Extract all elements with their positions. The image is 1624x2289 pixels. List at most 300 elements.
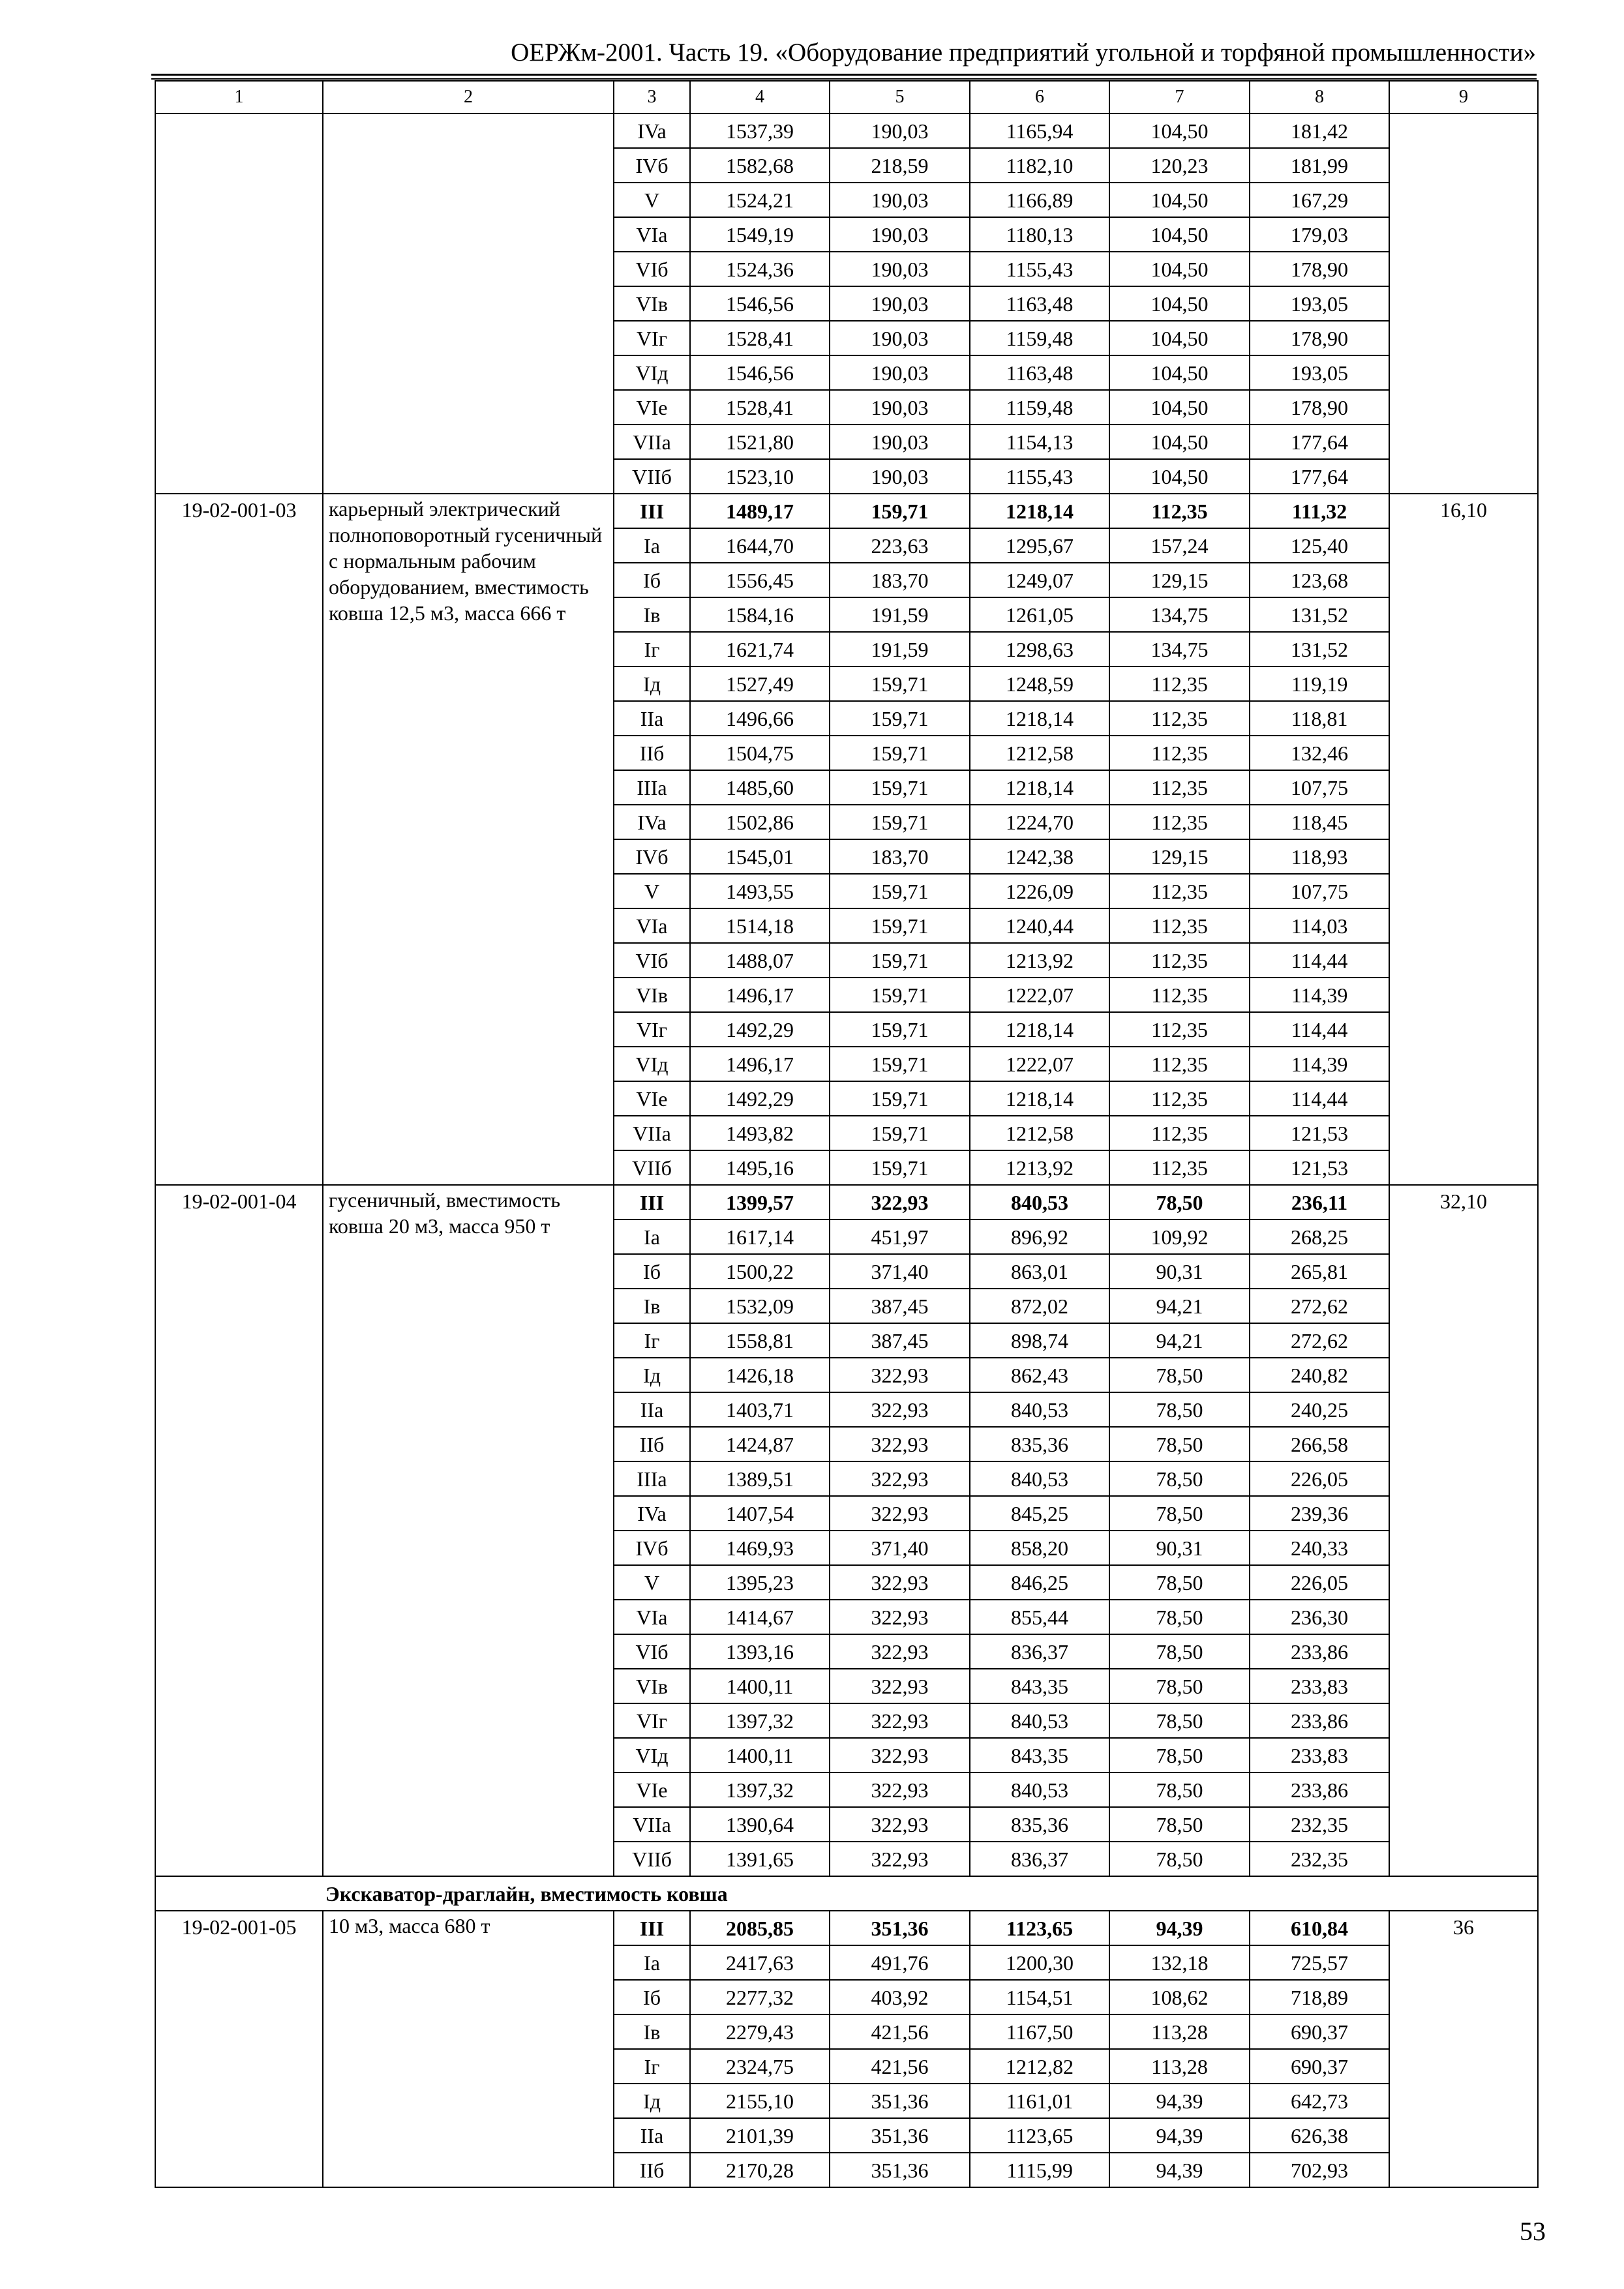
table-cell: VIв xyxy=(614,978,690,1012)
table-cell: 123,68 xyxy=(1250,563,1389,597)
header-row xyxy=(155,81,1538,113)
table-cell: 1154,13 xyxy=(970,425,1109,459)
table-cell: 387,45 xyxy=(830,1289,970,1323)
table-cell: 1489,17 xyxy=(690,494,830,528)
table-cell: 193,05 xyxy=(1250,286,1389,321)
table-cell: 114,44 xyxy=(1250,943,1389,978)
table-cell: 159,71 xyxy=(830,1150,970,1185)
section-row xyxy=(155,1876,1538,1911)
table-cell: 90,31 xyxy=(1109,1254,1250,1289)
table-cell: 233,86 xyxy=(1250,1773,1389,1807)
table-cell: 94,39 xyxy=(1109,1911,1250,1945)
table-cell: 835,36 xyxy=(970,1807,1109,1842)
table-cell: 1532,09 xyxy=(690,1289,830,1323)
table-cell: 190,03 xyxy=(830,321,970,355)
table-cell: 178,90 xyxy=(1250,321,1389,355)
table-cell: 78,50 xyxy=(1109,1738,1250,1773)
table-cell: 1395,23 xyxy=(690,1565,830,1600)
table-cell: 94,21 xyxy=(1109,1323,1250,1358)
table-cell: 322,93 xyxy=(830,1427,970,1461)
table-cell: 159,71 xyxy=(830,494,970,528)
table-cell: 690,37 xyxy=(1250,2014,1389,2049)
table-cell: 1493,55 xyxy=(690,874,830,908)
table-cell: 1582,68 xyxy=(690,148,830,183)
table-cell: 421,56 xyxy=(830,2014,970,2049)
column-header: 4 xyxy=(690,81,830,113)
table-cell: 94,39 xyxy=(1109,2153,1250,2187)
table-cell: 690,37 xyxy=(1250,2049,1389,2084)
table-cell: 191,59 xyxy=(830,597,970,632)
table-cell: VIIб xyxy=(614,459,690,494)
table-cell: 322,93 xyxy=(830,1807,970,1842)
table-cell: 1414,67 xyxy=(690,1600,830,1634)
table-row xyxy=(155,1185,1538,1219)
table-cell: 177,64 xyxy=(1250,425,1389,459)
page-number: 53 xyxy=(1520,2217,1546,2246)
table-cell: 1584,16 xyxy=(690,597,830,632)
table-cell: 112,35 xyxy=(1109,805,1250,839)
table-cell: 322,93 xyxy=(830,1669,970,1703)
table-cell: 114,03 xyxy=(1250,908,1389,943)
item-code: 19-02-001-03 xyxy=(155,494,323,1185)
table-cell: 1397,32 xyxy=(690,1703,830,1738)
table-cell: 112,35 xyxy=(1109,701,1250,736)
table-cell: 111,32 xyxy=(1250,494,1389,528)
table-cell: 1426,18 xyxy=(690,1358,830,1392)
table-cell: 1644,70 xyxy=(690,528,830,563)
table-cell: 104,50 xyxy=(1109,217,1250,252)
table-cell: 840,53 xyxy=(970,1461,1109,1496)
table-cell: 112,35 xyxy=(1109,874,1250,908)
table-cell: 131,52 xyxy=(1250,632,1389,666)
table-cell: 2417,63 xyxy=(690,1945,830,1980)
table-cell: 1159,48 xyxy=(970,321,1109,355)
table-cell: 159,71 xyxy=(830,978,970,1012)
table-cell: Iв xyxy=(614,1289,690,1323)
table-cell: VIв xyxy=(614,286,690,321)
table-cell: 1390,64 xyxy=(690,1807,830,1842)
table-cell: 112,35 xyxy=(1109,1116,1250,1150)
table-cell: VIг xyxy=(614,1703,690,1738)
table-cell: 403,92 xyxy=(830,1980,970,2014)
table-cell: 1222,07 xyxy=(970,978,1109,1012)
table-cell: 1212,82 xyxy=(970,2049,1109,2084)
table-cell: 190,03 xyxy=(830,459,970,494)
column-header: 8 xyxy=(1250,81,1389,113)
table-cell: 233,83 xyxy=(1250,1669,1389,1703)
table-cell: 1502,86 xyxy=(690,805,830,839)
table-cell: 78,50 xyxy=(1109,1185,1250,1219)
table-cell: 322,93 xyxy=(830,1703,970,1738)
table-cell: 840,53 xyxy=(970,1773,1109,1807)
table-cell: IVa xyxy=(614,805,690,839)
table-cell: 2085,85 xyxy=(690,1911,830,1945)
item-code xyxy=(155,113,323,494)
table-cell: 896,92 xyxy=(970,1219,1109,1254)
table-cell: 1496,17 xyxy=(690,978,830,1012)
column-header: 6 xyxy=(970,81,1109,113)
column-header: 9 xyxy=(1389,81,1538,113)
table-cell: 114,39 xyxy=(1250,1047,1389,1081)
item-code: 19-02-001-05 xyxy=(155,1911,323,2187)
item-description: 10 м3, масса 680 т xyxy=(323,1911,614,2187)
table-cell: 119,19 xyxy=(1250,666,1389,701)
table-cell: 1492,29 xyxy=(690,1012,830,1047)
table-cell: 1400,11 xyxy=(690,1669,830,1703)
table-cell: IIб xyxy=(614,2153,690,2187)
table-row xyxy=(155,494,1538,528)
table-cell: 836,37 xyxy=(970,1634,1109,1669)
table-cell: 272,62 xyxy=(1250,1323,1389,1358)
table-cell: 845,25 xyxy=(970,1496,1109,1531)
table-cell: 190,03 xyxy=(830,252,970,286)
table-cell: 872,02 xyxy=(970,1289,1109,1323)
table-cell: 78,50 xyxy=(1109,1703,1250,1738)
table-cell: 112,35 xyxy=(1109,978,1250,1012)
table-cell: VIв xyxy=(614,1669,690,1703)
table-cell: Iв xyxy=(614,597,690,632)
table-cell: 1167,50 xyxy=(970,2014,1109,2049)
table-cell: 104,50 xyxy=(1109,425,1250,459)
table-cell: 1298,63 xyxy=(970,632,1109,666)
table-cell: 1393,16 xyxy=(690,1634,830,1669)
table-cell: Iд xyxy=(614,1358,690,1392)
table-cell: 1159,48 xyxy=(970,390,1109,425)
table-cell: 104,50 xyxy=(1109,183,1250,217)
table-cell: 1521,80 xyxy=(690,425,830,459)
table-cell: VIд xyxy=(614,1047,690,1081)
table-cell: 114,44 xyxy=(1250,1012,1389,1047)
header-rule xyxy=(151,74,1537,76)
column-header: 7 xyxy=(1109,81,1250,113)
table-cell: 178,90 xyxy=(1250,390,1389,425)
table-cell: 112,35 xyxy=(1109,770,1250,805)
table-cell: 78,50 xyxy=(1109,1600,1250,1634)
table-cell: V xyxy=(614,1565,690,1600)
table-cell: 114,44 xyxy=(1250,1081,1389,1116)
table-cell: VIe xyxy=(614,1081,690,1116)
table-cell: 626,38 xyxy=(1250,2118,1389,2153)
table-cell: 236,30 xyxy=(1250,1600,1389,1634)
table-cell: 178,90 xyxy=(1250,252,1389,286)
table-cell: 1528,41 xyxy=(690,390,830,425)
table-cell: 78,50 xyxy=(1109,1496,1250,1531)
table-cell: 351,36 xyxy=(830,1911,970,1945)
table-cell: 1218,14 xyxy=(970,701,1109,736)
column-header: 2 xyxy=(323,81,614,113)
table-cell: 268,25 xyxy=(1250,1219,1389,1254)
table-cell: 1240,44 xyxy=(970,908,1109,943)
header-rule-thin xyxy=(151,78,1537,80)
table-cell: 118,81 xyxy=(1250,701,1389,736)
table-cell: 104,50 xyxy=(1109,355,1250,390)
table-cell: 107,75 xyxy=(1250,874,1389,908)
table-cell: IVб xyxy=(614,148,690,183)
table-cell: 226,05 xyxy=(1250,1461,1389,1496)
table-cell: 1527,49 xyxy=(690,666,830,701)
table-cell: 78,50 xyxy=(1109,1427,1250,1461)
table-cell: 1407,54 xyxy=(690,1496,830,1531)
table-cell: Ia xyxy=(614,1219,690,1254)
section-title: Экскаватор-драглайн, вместимость ковша xyxy=(155,1876,1538,1911)
table-cell: 371,40 xyxy=(830,1531,970,1565)
table-cell: 1495,16 xyxy=(690,1150,830,1185)
table-cell: 132,18 xyxy=(1109,1945,1250,1980)
table-cell: VIд xyxy=(614,1738,690,1773)
table-cell: 112,35 xyxy=(1109,494,1250,528)
table-cell: 1161,01 xyxy=(970,2084,1109,2118)
table-cell: 233,83 xyxy=(1250,1738,1389,1773)
table-cell: V xyxy=(614,183,690,217)
table-cell: IVa xyxy=(614,1496,690,1531)
table-cell: VIa xyxy=(614,217,690,252)
item-description: карьерный электрический полноповоротный гусеничный с нормальным рабочим оборудованием, вместимость ковша 12,5 м3, масса 666 т xyxy=(323,494,614,1185)
table-cell: 1218,14 xyxy=(970,1081,1109,1116)
table-cell: 131,52 xyxy=(1250,597,1389,632)
table-cell: 179,03 xyxy=(1250,217,1389,252)
table-cell: III xyxy=(614,494,690,528)
table-cell: 104,50 xyxy=(1109,113,1250,148)
table-cell: 1400,11 xyxy=(690,1738,830,1773)
table-cell: 322,93 xyxy=(830,1773,970,1807)
table-cell: 1621,74 xyxy=(690,632,830,666)
table-cell: 159,71 xyxy=(830,805,970,839)
table-cell: 159,71 xyxy=(830,770,970,805)
table-cell: 159,71 xyxy=(830,1081,970,1116)
table-cell: 223,63 xyxy=(830,528,970,563)
table-cell: 702,93 xyxy=(1250,2153,1389,2187)
table-cell: 181,99 xyxy=(1250,148,1389,183)
table-cell: 840,53 xyxy=(970,1185,1109,1219)
table-cell: 1492,29 xyxy=(690,1081,830,1116)
table-cell: 78,50 xyxy=(1109,1392,1250,1427)
table-cell: 322,93 xyxy=(830,1496,970,1531)
table-cell: 265,81 xyxy=(1250,1254,1389,1289)
table-cell: 1500,22 xyxy=(690,1254,830,1289)
table-cell: 1261,05 xyxy=(970,597,1109,632)
table-cell: 129,15 xyxy=(1109,563,1250,597)
table-cell: 1488,07 xyxy=(690,943,830,978)
table-cell: 322,93 xyxy=(830,1185,970,1219)
table-cell: Iд xyxy=(614,666,690,701)
table-cell: 1155,43 xyxy=(970,459,1109,494)
table-cell: 1212,58 xyxy=(970,1116,1109,1150)
table-cell: Iб xyxy=(614,1254,690,1289)
table-cell: VIa xyxy=(614,1600,690,1634)
table-cell: 1558,81 xyxy=(690,1323,830,1358)
table-cell: 121,53 xyxy=(1250,1150,1389,1185)
table-cell: 239,36 xyxy=(1250,1496,1389,1531)
table-cell: 1200,30 xyxy=(970,1945,1109,1980)
table-cell: 1213,92 xyxy=(970,943,1109,978)
table-cell: 1524,36 xyxy=(690,252,830,286)
table-cell: 1218,14 xyxy=(970,770,1109,805)
table-cell: 1514,18 xyxy=(690,908,830,943)
table-cell: 78,50 xyxy=(1109,1358,1250,1392)
table-cell: 134,75 xyxy=(1109,597,1250,632)
table-cell: 159,71 xyxy=(830,701,970,736)
table-cell: 193,05 xyxy=(1250,355,1389,390)
item-col9: 16,10 xyxy=(1389,494,1538,1185)
table-cell: 226,05 xyxy=(1250,1565,1389,1600)
table-cell: 491,76 xyxy=(830,1945,970,1980)
table-cell: VIг xyxy=(614,1012,690,1047)
table-cell: Ia xyxy=(614,1945,690,1980)
table-cell: 190,03 xyxy=(830,425,970,459)
table-cell: 1180,13 xyxy=(970,217,1109,252)
table-cell: 322,93 xyxy=(830,1634,970,1669)
table-cell: 114,39 xyxy=(1250,978,1389,1012)
table-cell: 2101,39 xyxy=(690,2118,830,2153)
table-cell: 94,21 xyxy=(1109,1289,1250,1323)
table-cell: VIд xyxy=(614,355,690,390)
table-cell: IIб xyxy=(614,1427,690,1461)
table-cell: 1222,07 xyxy=(970,1047,1109,1081)
table-cell: 1546,56 xyxy=(690,355,830,390)
table-cell: 846,25 xyxy=(970,1565,1109,1600)
table-cell: 322,93 xyxy=(830,1600,970,1634)
table-cell: 1504,75 xyxy=(690,736,830,770)
table-cell: 1154,51 xyxy=(970,1980,1109,2014)
table-cell: 113,28 xyxy=(1109,2014,1250,2049)
table-cell: 2277,32 xyxy=(690,1980,830,2014)
table-cell: 835,36 xyxy=(970,1427,1109,1461)
table-cell: 190,03 xyxy=(830,217,970,252)
table-cell: 159,71 xyxy=(830,736,970,770)
table-cell: III xyxy=(614,1185,690,1219)
table-cell: 78,50 xyxy=(1109,1773,1250,1807)
table-cell: 1403,71 xyxy=(690,1392,830,1427)
table-cell: 2170,28 xyxy=(690,2153,830,2187)
table-cell: 190,03 xyxy=(830,183,970,217)
table-cell: 351,36 xyxy=(830,2118,970,2153)
table-cell: 118,45 xyxy=(1250,805,1389,839)
table-cell: 113,28 xyxy=(1109,2049,1250,2084)
table-cell: 898,74 xyxy=(970,1323,1109,1358)
table-cell: 112,35 xyxy=(1109,908,1250,943)
table-cell: 1155,43 xyxy=(970,252,1109,286)
table-cell: 1524,21 xyxy=(690,183,830,217)
item-description xyxy=(323,113,614,494)
table-cell: 451,97 xyxy=(830,1219,970,1254)
table-cell: Iг xyxy=(614,632,690,666)
table-cell: 322,93 xyxy=(830,1392,970,1427)
table-cell: 1115,99 xyxy=(970,2153,1109,2187)
table-cell: 159,71 xyxy=(830,1012,970,1047)
table-cell: 1469,93 xyxy=(690,1531,830,1565)
table-cell: IIIa xyxy=(614,770,690,805)
column-header: 5 xyxy=(830,81,970,113)
table-cell: IVб xyxy=(614,1531,690,1565)
table-cell: 112,35 xyxy=(1109,666,1250,701)
table-cell: V xyxy=(614,874,690,908)
table-cell: 112,35 xyxy=(1109,1150,1250,1185)
table-cell: 725,57 xyxy=(1250,1945,1389,1980)
table-cell: 322,93 xyxy=(830,1842,970,1876)
table-cell: 1123,65 xyxy=(970,2118,1109,2153)
table-cell: 240,82 xyxy=(1250,1358,1389,1392)
table-cell: 1485,60 xyxy=(690,770,830,805)
table-cell: 1212,58 xyxy=(970,736,1109,770)
table-cell: 104,50 xyxy=(1109,252,1250,286)
table-cell: Iг xyxy=(614,1323,690,1358)
table-cell: 104,50 xyxy=(1109,286,1250,321)
table-cell: 1163,48 xyxy=(970,355,1109,390)
table-cell: 183,70 xyxy=(830,839,970,874)
table-cell: 1397,32 xyxy=(690,1773,830,1807)
table-cell: 610,84 xyxy=(1250,1911,1389,1945)
table-cell: 1424,87 xyxy=(690,1427,830,1461)
table-cell: 132,46 xyxy=(1250,736,1389,770)
table-cell: 112,35 xyxy=(1109,736,1250,770)
table-cell: 1545,01 xyxy=(690,839,830,874)
table-cell: 104,50 xyxy=(1109,321,1250,355)
table-cell: 421,56 xyxy=(830,2049,970,2084)
table-cell: 233,86 xyxy=(1250,1703,1389,1738)
table-cell: 232,35 xyxy=(1250,1807,1389,1842)
item-col9: 36 xyxy=(1389,1911,1538,2187)
table-cell: 90,31 xyxy=(1109,1531,1250,1565)
table-cell: 1528,41 xyxy=(690,321,830,355)
table-cell: VIб xyxy=(614,1634,690,1669)
table-cell: VIe xyxy=(614,390,690,425)
table-cell: 371,40 xyxy=(830,1254,970,1289)
table-cell: 78,50 xyxy=(1109,1842,1250,1876)
table-cell: 272,62 xyxy=(1250,1289,1389,1323)
table-cell: 236,11 xyxy=(1250,1185,1389,1219)
table-cell: 190,03 xyxy=(830,113,970,148)
table-cell: 167,29 xyxy=(1250,183,1389,217)
table-cell: 159,71 xyxy=(830,874,970,908)
table-cell: 159,71 xyxy=(830,666,970,701)
table-cell: 159,71 xyxy=(830,943,970,978)
table-cell: 718,89 xyxy=(1250,1980,1389,2014)
table-cell: 1496,17 xyxy=(690,1047,830,1081)
table-cell: 387,45 xyxy=(830,1323,970,1358)
table-cell: IIa xyxy=(614,1392,690,1427)
price-table xyxy=(155,80,1539,2188)
table-cell: 159,71 xyxy=(830,1116,970,1150)
table-cell: 190,03 xyxy=(830,286,970,321)
table-cell: 1226,09 xyxy=(970,874,1109,908)
table-cell: 1389,51 xyxy=(690,1461,830,1496)
table-cell: 134,75 xyxy=(1109,632,1250,666)
table-cell: 118,93 xyxy=(1250,839,1389,874)
table-cell: 1295,67 xyxy=(970,528,1109,563)
table-cell: 125,40 xyxy=(1250,528,1389,563)
table-cell: 863,01 xyxy=(970,1254,1109,1289)
table-cell: 840,53 xyxy=(970,1392,1109,1427)
table-cell: 1546,56 xyxy=(690,286,830,321)
table-cell: 2155,10 xyxy=(690,2084,830,2118)
table-cell: 1549,19 xyxy=(690,217,830,252)
table-cell: IVб xyxy=(614,839,690,874)
table-cell: 2279,43 xyxy=(690,2014,830,2049)
table-cell: 112,35 xyxy=(1109,1081,1250,1116)
table-cell: 159,71 xyxy=(830,908,970,943)
table-cell: VIIa xyxy=(614,425,690,459)
table-cell: VIб xyxy=(614,943,690,978)
column-header: 1 xyxy=(155,81,323,113)
table-cell: 1182,10 xyxy=(970,148,1109,183)
table-cell: 351,36 xyxy=(830,2153,970,2187)
table-cell: 836,37 xyxy=(970,1842,1109,1876)
table-cell: 1165,94 xyxy=(970,113,1109,148)
table-cell: 157,24 xyxy=(1109,528,1250,563)
table-cell: VIe xyxy=(614,1773,690,1807)
table-cell: 104,50 xyxy=(1109,459,1250,494)
table-cell: 104,50 xyxy=(1109,390,1250,425)
